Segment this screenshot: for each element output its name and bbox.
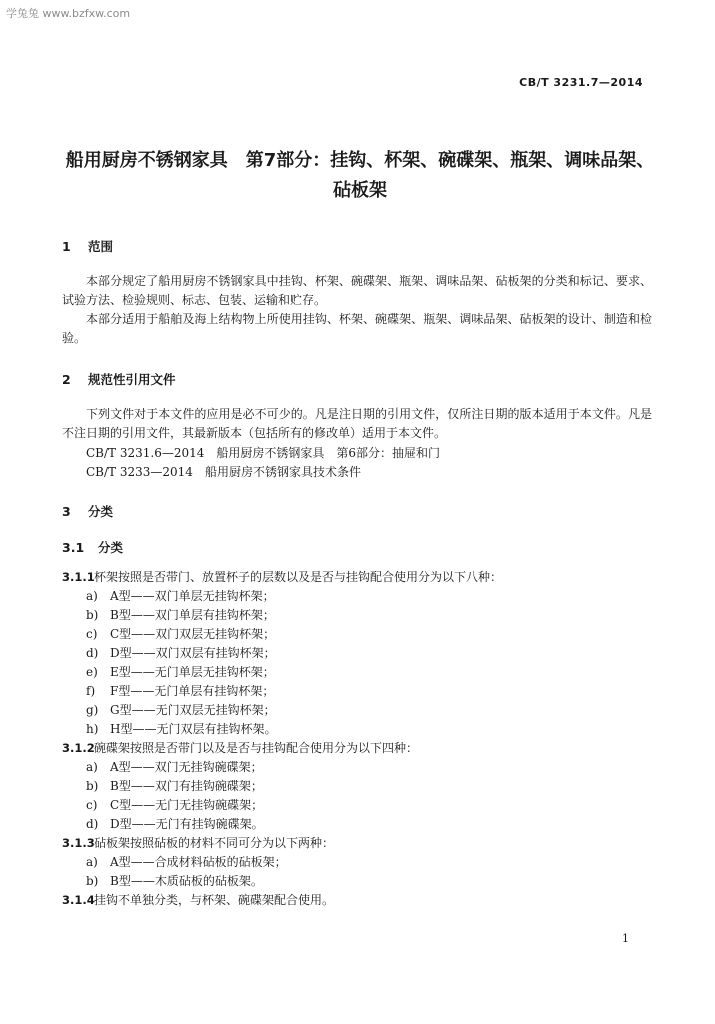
list-text: E型——无门单层无挂钩杯架； <box>110 665 275 679</box>
section-number: 3 <box>62 504 71 519</box>
list-item <box>86 853 287 870</box>
list-label: e) <box>86 665 98 679</box>
section-number: 1 <box>62 239 71 254</box>
list-item <box>86 606 275 623</box>
list-text: A型——双门单层无挂钩杯架； <box>110 589 275 603</box>
list-text: C型——双门双层无挂钩杯架； <box>110 627 276 641</box>
section-1-heading <box>62 237 113 255</box>
clause-number: 3.1.4 <box>62 893 95 907</box>
list-label: g) <box>86 703 99 717</box>
document-title: 船用厨房不锈钢家具 第7部分：挂钩、杯架、碗碟架、瓶架、调味品架、砧板架 <box>65 150 655 201</box>
normative-reference-2: CB/T 3233—2014 船用厨房不锈钢家具技术条件 <box>86 465 361 479</box>
section-1-paragraph-2: 本部分适用于船舶及海上结构物上所使用挂钩、杯架、碗碟架、瓶架、调味品架、砧板架的设计、制造和检验。 <box>62 312 652 345</box>
list-label: c) <box>86 627 98 641</box>
list-label: b) <box>86 608 99 622</box>
section-title: 规范性引用文件 <box>88 372 176 387</box>
list-label: d) <box>86 817 99 831</box>
clause-text: 杯架按照是否带门、放置杯子的层数以及是否与挂钩配合使用分为以下八种： <box>94 570 503 584</box>
list-item <box>86 720 276 737</box>
standard-number: CB/T 3231.7—2014 <box>519 76 643 89</box>
list-label: a) <box>86 760 98 774</box>
list-text: C型——无门无挂钩碗碟架； <box>110 798 264 812</box>
clause-number: 3.1.1 <box>62 570 95 584</box>
clause-3-1-3 <box>62 834 334 851</box>
clause-3-1-1 <box>62 568 502 585</box>
list-text: A型——双门无挂钩碗碟架； <box>110 760 263 774</box>
list-item <box>86 796 263 813</box>
list-text: A型——合成材料砧板的砧板架； <box>110 855 287 869</box>
list-label: h) <box>86 722 99 736</box>
list-item <box>86 872 263 889</box>
list-item <box>86 701 276 718</box>
list-text: F型——无门单层有挂钩杯架； <box>110 684 275 698</box>
clause-3-1-4 <box>62 891 334 908</box>
section-number: 3.1 <box>62 540 85 555</box>
section-3-1-heading <box>62 538 123 556</box>
list-label: a) <box>86 855 98 869</box>
list-label: d) <box>86 646 99 660</box>
clause-number: 3.1.3 <box>62 836 95 850</box>
list-item <box>86 663 275 680</box>
list-text: G型——无门双层无挂钩杯架； <box>110 703 276 717</box>
section-2-heading <box>62 370 176 388</box>
list-text: B型——双门有挂钩碗碟架； <box>110 779 263 793</box>
list-label: b) <box>86 874 99 888</box>
list-item <box>86 682 274 699</box>
list-label: a) <box>86 589 98 603</box>
list-label: f) <box>86 684 96 698</box>
section-title: 范围 <box>88 239 114 254</box>
list-item <box>86 815 264 832</box>
clause-text: 碗碟架按照是否带门以及是否与挂钩配合使用分为以下四种： <box>94 741 419 755</box>
list-item <box>86 644 276 661</box>
clause-text: 挂钩不单独分类，与杯架、碗碟架配合使用。 <box>94 893 335 907</box>
list-text: D型——无门有挂钩碗碟架。 <box>110 817 264 831</box>
section-title: 分类 <box>88 504 114 519</box>
list-label: c) <box>86 798 98 812</box>
clause-3-1-2 <box>62 739 418 756</box>
list-text: B型——双门单层有挂钩杯架； <box>110 608 275 622</box>
list-label: b) <box>86 779 99 793</box>
page-number: 1 <box>622 932 629 945</box>
section-2-paragraph: 下列文件对于本文件的应用是必不可少的。凡是注日期的引用文件，仅所注日期的版本适用于本文件。凡是不注日期的引用文件，其最新版本（包括所有的修改单）适用于本文件。 <box>62 407 652 440</box>
list-item <box>86 758 263 775</box>
site-watermark: 学兔兔 www.bzfxw.com <box>6 7 131 20</box>
list-item <box>86 777 263 794</box>
list-item <box>86 587 275 604</box>
clause-text: 砧板架按照砧板的材料不同可分为以下两种： <box>94 836 335 850</box>
section-number: 2 <box>62 372 71 387</box>
section-3-heading <box>62 502 113 520</box>
list-item <box>86 625 275 642</box>
clause-number: 3.1.2 <box>62 741 95 755</box>
section-1-paragraph-1: 本部分规定了船用厨房不锈钢家具中挂钩、杯架、碗碟架、瓶架、调味品架、砧板架的分类和标记、要求、试验方法、检验规则、标志、包装、运输和贮存。 <box>62 274 652 307</box>
section-title: 分类 <box>98 540 124 555</box>
list-text: B型——木质砧板的砧板架。 <box>110 874 263 888</box>
list-text: H型——无门双层有挂钩杯架。 <box>110 722 277 736</box>
normative-reference-1: CB/T 3231.6—2014 船用厨房不锈钢家具 第6部分：抽屉和门 <box>86 446 441 460</box>
list-text: D型——双门双层有挂钩杯架； <box>110 646 276 660</box>
